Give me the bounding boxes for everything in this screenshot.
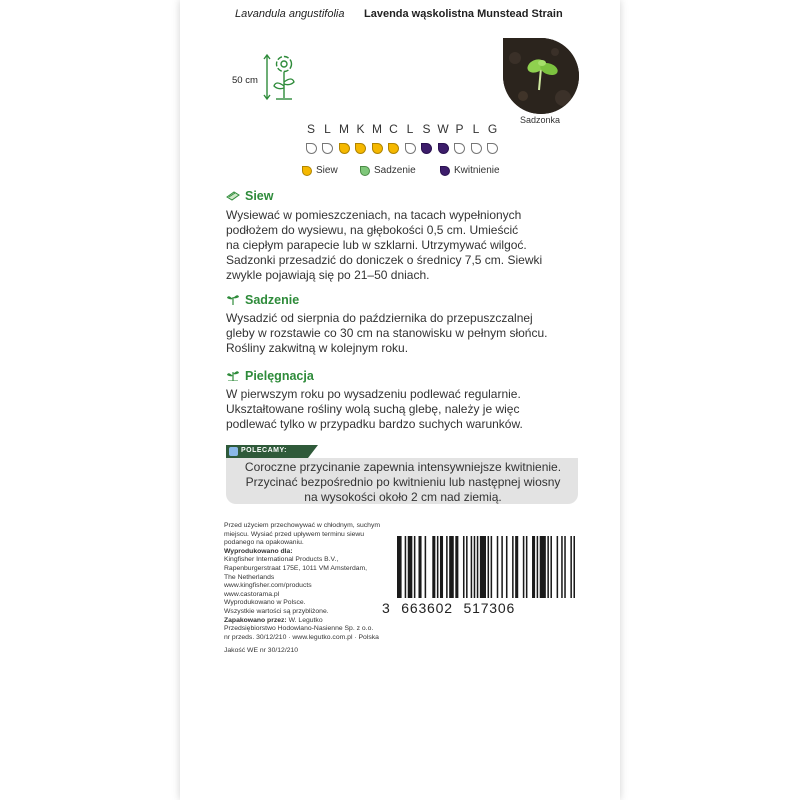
website-text: www.kingfisher.com/products	[224, 582, 312, 590]
text-line: Przed użyciem przechowywać w chłodnym, suchym	[224, 522, 381, 529]
sadzenie-swatch-icon	[360, 166, 370, 176]
month-labels	[304, 122, 502, 138]
month-drop-siew	[339, 143, 350, 154]
text-line: podanego na opakowaniu.	[224, 539, 304, 547]
text-line: Przycinać bezpośrednio po kwitnieniu lub następnej wiosny	[245, 475, 561, 489]
text-line: gleby w rozstawie co 30 cm na stanowisku w pełnym słońcu.	[226, 326, 548, 340]
kwitnienie-swatch-icon	[440, 166, 450, 176]
barcode-bar	[446, 536, 448, 598]
barcode-bar	[449, 536, 454, 598]
barcode-digits-right: 517306	[463, 600, 516, 616]
fine-print	[224, 522, 381, 656]
text-line: The Netherlands	[224, 573, 275, 581]
photo-caption: Sadzonka	[520, 115, 561, 125]
plant-height-label: 50 cm	[232, 75, 258, 86]
month-drop-none	[471, 143, 482, 154]
barcode-bar	[418, 536, 421, 598]
month-label: S	[422, 122, 431, 136]
section-body-siew	[226, 208, 580, 283]
barcode-bar	[414, 536, 416, 598]
text-line: podłożem do wysiewu, na głębokości 0,5 cm. Umieścić	[226, 223, 519, 237]
text-line: miejscu. Wysiać przed upływem terminu siewu	[224, 530, 365, 538]
text-line: na ciepłym parapecie lub w szklarni. Utrzymywać wilgoć.	[226, 238, 527, 252]
barcode-bar	[440, 536, 443, 598]
barcode-bar	[526, 536, 528, 598]
text-line: Sadzonki przesadzić do doniczek o średnicy 7,5 cm. Siewki	[226, 253, 543, 267]
text-line: nr przeds. 30/12/210 · www.legutko.com.pl · Polska	[224, 633, 379, 641]
barcode-bar	[570, 536, 572, 598]
month-drop-kwit	[421, 143, 432, 154]
barcode-bar	[477, 536, 479, 598]
text-line: Coroczne przycinanie zapewnia intensywniejsze kwitnienie.	[244, 460, 562, 474]
month-label: M	[339, 122, 349, 136]
barcode-bar	[561, 536, 563, 598]
plant-height-icon	[262, 52, 302, 104]
packed-for-label: Wyprodukowano dla:	[224, 547, 293, 555]
section-title-sadzenie: Sadzenie	[245, 293, 300, 307]
barcode-bar	[432, 536, 435, 598]
month-label: L	[406, 122, 414, 136]
month-label: M	[372, 122, 382, 136]
barcode-bar	[564, 536, 566, 598]
barcode-bar	[523, 536, 525, 598]
barcode-bar	[550, 536, 552, 598]
text-line: W pierwszym roku po wysadzeniu podlewać regularnie.	[226, 387, 521, 401]
siew-swatch-icon	[302, 166, 312, 176]
packer-name: W. Legutko	[288, 616, 323, 624]
barcode-bar	[437, 536, 439, 598]
month-drop-none	[322, 143, 333, 154]
text-line: Rośliny zakwitną w kolejnym roku.	[226, 341, 409, 355]
month-label: G	[487, 122, 498, 136]
legend-label: Siew	[316, 165, 338, 176]
website-text: www.castorama.pl	[224, 590, 280, 598]
month-drop-none	[454, 143, 465, 154]
legend-label: Sadzenie	[374, 165, 416, 176]
barcode-bar	[466, 536, 468, 598]
month-label: W	[437, 122, 449, 136]
polish-name: Lavenda wąskolistna Munstead Strain	[364, 8, 563, 20]
month-drop-none	[306, 143, 317, 154]
text-line: zwykle pojawiają się po 21–50 dniach.	[226, 268, 430, 282]
legend-label: Kwitnienie	[454, 165, 500, 176]
barcode-bar	[532, 536, 535, 598]
latin-name: Lavandula angustifolia	[235, 8, 345, 20]
month-label: S	[306, 122, 315, 136]
text-line: Kingfisher International Products B.V.,	[224, 556, 339, 564]
month-label: P	[455, 122, 464, 136]
text-line: na wysokości około 2 cm nad ziemią.	[304, 490, 502, 504]
barcode-bar	[497, 536, 499, 598]
barcode-bar	[408, 536, 413, 598]
section-body-pielegnacja	[226, 387, 580, 432]
packed-by-label: Zapakowano przez:	[224, 616, 287, 624]
barcode-bar	[480, 536, 486, 598]
barcode-bar	[405, 536, 407, 598]
barcode-bar	[515, 536, 518, 598]
seedling-photo	[503, 38, 579, 114]
sprout-icon	[226, 293, 240, 305]
month-drop-none	[405, 143, 416, 154]
text-line: Wysadzić od sierpnia do października do przepuszczalnej	[226, 311, 533, 325]
text-line: Wszystkie wartości są przybliżone.	[224, 607, 329, 615]
recommend-label: POLECAMY:	[241, 447, 287, 454]
barcode-bar	[488, 536, 490, 598]
barcode-digit-first: 3	[382, 600, 391, 616]
barcode-bar	[547, 536, 549, 598]
barcode-bar	[455, 536, 458, 598]
text-line: Przedsiębiorstwo Hodowlano-Nasienne Sp. z o.o.	[224, 625, 374, 633]
barcode-bar	[471, 536, 473, 598]
barcode-bar	[501, 536, 503, 598]
month-drop-siew	[355, 143, 366, 154]
month-label: L	[324, 122, 331, 136]
month-drop-siew	[372, 143, 383, 154]
section-body-sadzenie	[226, 311, 580, 356]
barcode-bar	[557, 536, 559, 598]
barcode-bar	[537, 536, 539, 598]
barcode-digits-left: 663602	[401, 600, 453, 616]
barcode-bar	[506, 536, 508, 598]
text-line: Wyprodukowano w Polsce.	[224, 599, 306, 607]
section-title-siew: Siew	[245, 189, 274, 203]
barcode-bar	[512, 536, 514, 598]
barcode-bar	[540, 536, 546, 598]
seed-packet-back	[180, 0, 620, 800]
month-drop-none	[487, 143, 498, 154]
quality-text: Jakość WE nr 30/12/210	[224, 647, 299, 655]
text-line: podlewać tylko w przypadku bardzo suchych warunków.	[226, 417, 523, 431]
barcode-bar	[397, 536, 402, 598]
month-label: K	[356, 122, 365, 136]
calendar-legend	[300, 165, 600, 179]
text-line: Ukształtowane rośliny wolą suchą glebę, należy je więc	[226, 402, 520, 416]
recommend-badge-icon	[229, 447, 238, 456]
barcode-bar	[491, 536, 493, 598]
month-label: L	[472, 122, 480, 136]
plant-care-icon	[226, 369, 240, 381]
sowing-calendar	[304, 143, 502, 157]
barcode-bar	[425, 536, 427, 598]
barcode-bar	[474, 536, 476, 598]
recommend-text	[230, 460, 576, 505]
month-label: C	[389, 122, 398, 136]
ean-barcode	[397, 536, 575, 602]
section-title-pielegnacja: Pielęgnacja	[245, 369, 314, 383]
text-line: Rapenburgerstraat 175E, 1011 VM Amsterdam,	[224, 564, 368, 572]
barcode-bar	[573, 536, 575, 598]
text-line: Wysiewać w pomieszczeniach, na tacach wypełnionych	[226, 208, 522, 222]
month-drop-kwit	[438, 143, 449, 154]
seed-tray-icon	[226, 190, 240, 202]
month-drop-siew	[388, 143, 399, 154]
barcode-digits	[382, 600, 515, 616]
barcode-bar	[463, 536, 465, 598]
